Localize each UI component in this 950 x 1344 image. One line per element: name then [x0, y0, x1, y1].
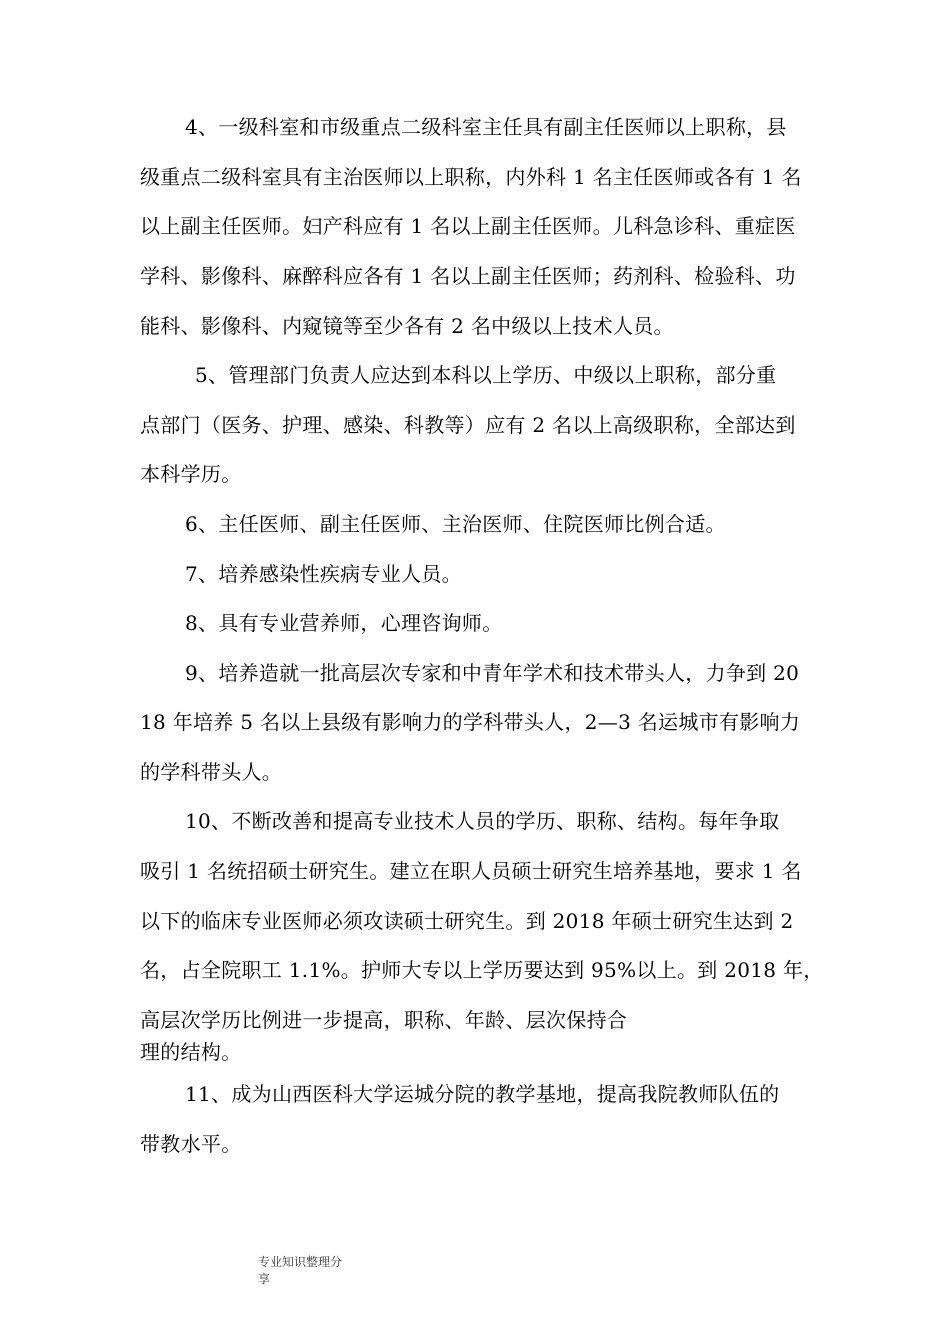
- text-line: 理的结构。: [140, 1040, 242, 1064]
- page-footer: [258, 1254, 342, 1288]
- text-line: 10、不断改善和提高专业技术人员的学历、职称、结构。每年争取: [185, 809, 780, 833]
- text-line: 5、管理部门负责人应达到本科以上学历、中级以上职称，部分重: [195, 363, 777, 387]
- text-line: 11、成为山西医科大学运城分院的教学基地，提高我院教师队伍的: [185, 1082, 780, 1106]
- footer-line: 享: [258, 1272, 271, 1286]
- text-line: 18 年培养 5 名以上县级有影响力的学科带头人，2—3 名运城市有影响力: [140, 710, 801, 734]
- text-line: 8、具有专业营养师，心理咨询师。: [185, 611, 503, 635]
- text-line: 的学科带头人。: [140, 760, 283, 784]
- text-line: 以下的临床专业医师必须攻读硕士研究生。到 2018 年硕士研究生达到 2: [140, 909, 794, 933]
- text-line: 学科、影像科、麻醉科应各有 1 名以上副主任医师；药剂科、检验科、功: [140, 264, 796, 288]
- text-line: 名，占全院职工 1.1%。护师大专以上学历要达到 95%以上。到 2018 年，: [140, 958, 824, 982]
- text-line: 点部门（医务、护理、感染、科教等）应有 2 名以上高级职称，全部达到: [140, 413, 796, 437]
- text-line: 6、主任医师、副主任医师、主治医师、住院医师比例合适。: [185, 512, 726, 536]
- text-line: 4、一级科室和市级重点二级科室主任具有副主任医师以上职称，县: [185, 115, 787, 139]
- text-line: 7、培养感染性疾病专业人员。: [185, 562, 462, 586]
- text-line: 本科学历。: [140, 462, 242, 486]
- text-line: 9、培养造就一批高层次专家和中青年学术和技术带头人，力争到 20: [185, 661, 800, 685]
- text-line: 能科、影像科、内窥镜等至少各有 2 名中级以上技术人员。: [140, 314, 674, 338]
- text-line: 以上副主任医师。妇产科应有 1 名以上副主任医师。儿科急诊科、重症医: [140, 214, 796, 238]
- text-line: 高层次学历比例进一步提高，职称、年龄、层次保持合: [140, 1008, 628, 1032]
- text-line: 级重点二级科室具有主治医师以上职称，内外科 1 名主任医师或各有 1 名: [140, 165, 802, 189]
- text-line: 吸引 1 名统招硕士研究生。建立在职人员硕士研究生培养基地，要求 1 名: [140, 859, 802, 883]
- text-line: 带教水平。: [140, 1132, 242, 1156]
- footer-line: 专业知识整理分: [258, 1255, 343, 1269]
